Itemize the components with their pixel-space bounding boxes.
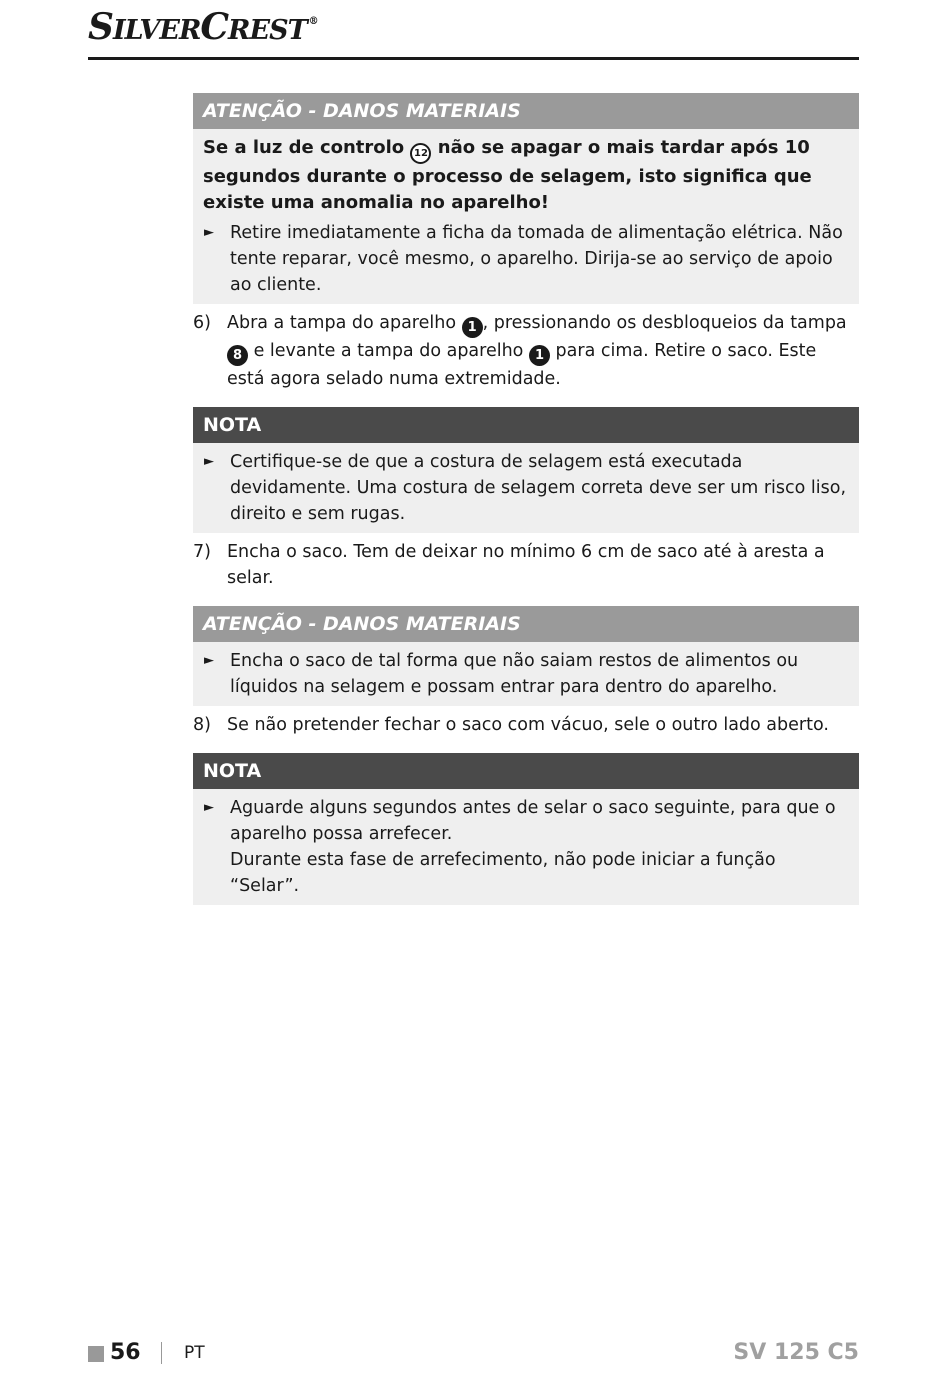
control-light-number-badge: 12	[410, 143, 431, 164]
note-title: NOTA	[193, 753, 859, 789]
note-block-2	[193, 753, 859, 905]
attention-block-1	[193, 93, 859, 304]
page-footer	[88, 1340, 859, 1370]
bullet-item: ► Aguarde alguns segundos antes de selar o saco seguinte, para que o aparelho possa arrefecer. Durante esta fase de arrefecimento, não pode iniciar a função “Selar”.	[203, 795, 849, 899]
footer-square-icon	[88, 1346, 104, 1362]
note-block-1	[193, 407, 859, 533]
attention-title: ATENÇÃO - DANOS MATERIAIS	[193, 93, 859, 129]
attention-block-2	[193, 606, 859, 706]
footer-separator	[161, 1342, 162, 1364]
part-number-badge: 1	[529, 345, 550, 366]
bullet-arrow-icon: ►	[204, 800, 214, 815]
language-code: PT	[184, 1343, 205, 1363]
page-number: 56	[110, 1340, 141, 1365]
bullet-item: ► Certifique-se de que a costura de selagem está executada devidamente. Uma costura de selagem correta deve ser um risco liso, direito e sem rugas.	[203, 449, 849, 527]
header-divider	[88, 57, 859, 60]
page-content	[193, 93, 859, 905]
bullet-arrow-icon: ►	[204, 225, 214, 240]
warning-text: Se a luz de controlo 12 não se apagar o mais tardar após 10 segundos durante o processo de selagem, isto significa que existe uma anomalia no aparelho!	[203, 137, 812, 213]
bullet-arrow-icon: ►	[204, 454, 214, 469]
model-number: SV 125 C5	[733, 1340, 859, 1365]
bullet-item: ► Encha o saco de tal forma que não saiam restos de alimentos ou líquidos na selagem e possam entrar para dentro do aparelho.	[203, 648, 849, 700]
step-6: 6) Abra a tampa do aparelho 1 , pressionando os desbloqueios da tampa 8 e levante a tampa do aparelho 1 para cima. Retire o saco. Este está agora selado numa extremidade.	[193, 313, 847, 389]
step-8: 8) Se não pretender fechar o saco com vácuo, sele o outro lado aberto.	[193, 715, 829, 735]
part-number-badge: 1	[462, 317, 483, 338]
bullet-item: ► Retire imediatamente a ficha da tomada de alimentação elétrica. Não tente reparar, você mesmo, o aparelho. Dirija-se ao serviço de apoio ao cliente.	[203, 220, 849, 298]
step-7: 7) Encha o saco. Tem de deixar no mínimo 6 cm de saco até à aresta a selar.	[193, 542, 825, 588]
brand-logo: SILVERCREST ®	[88, 6, 318, 48]
part-number-badge: 8	[227, 345, 248, 366]
note-title: NOTA	[193, 407, 859, 443]
attention-title: ATENÇÃO - DANOS MATERIAIS	[193, 606, 859, 642]
bullet-arrow-icon: ►	[204, 653, 214, 668]
